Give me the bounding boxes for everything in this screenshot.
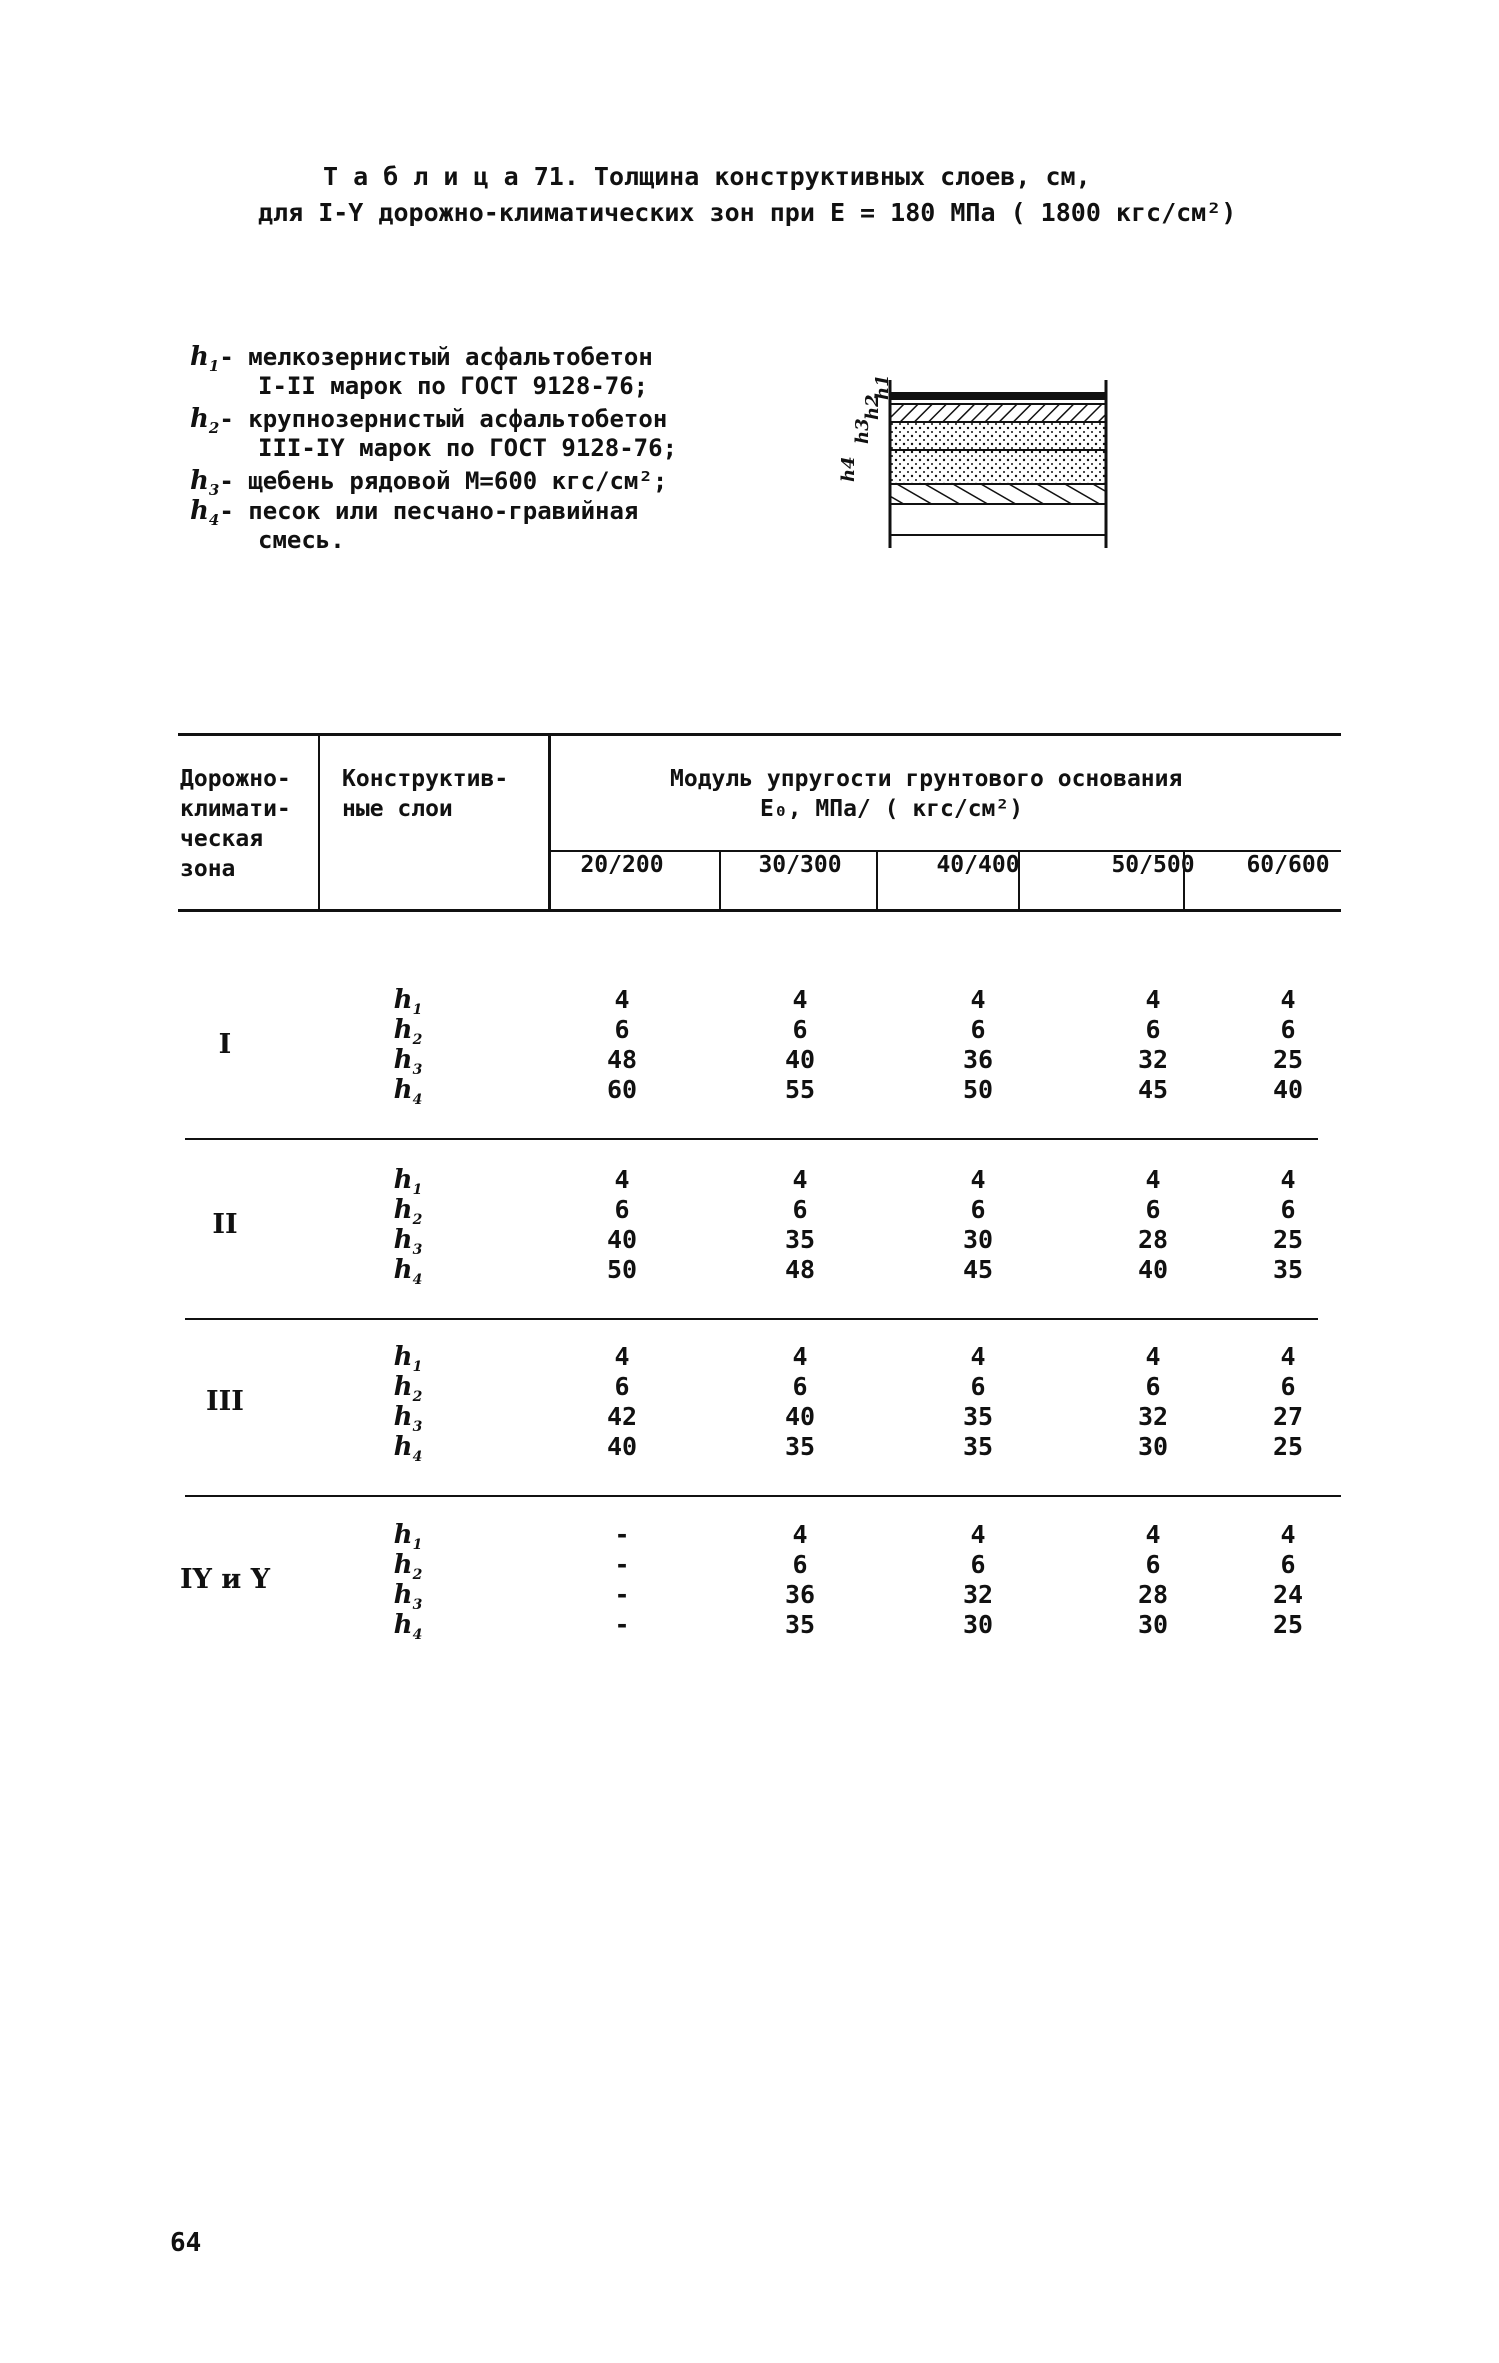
table-cell: 25 xyxy=(1272,1610,1304,1639)
table-cell: 6 xyxy=(1280,1372,1296,1401)
table-cell: 6 xyxy=(1145,1372,1161,1401)
table-cell: - xyxy=(614,1580,630,1609)
table-title-line2: для I-Y дорожно-климатических зон при E = 180 МПа ( 1800 кгс/см²) xyxy=(258,198,1237,227)
legend-row xyxy=(258,434,677,462)
table-cell: 6 xyxy=(970,1195,986,1224)
table-cell: 45 xyxy=(1137,1075,1169,1104)
table-cell: 4 xyxy=(1145,1342,1161,1371)
table-cell: 40 xyxy=(784,1045,816,1074)
table-cell: 6 xyxy=(970,1015,986,1044)
table-cell: 4 xyxy=(1280,1520,1296,1549)
legend-text: - щебень рядовой М=600 кгс/см²; xyxy=(219,467,668,495)
table-cell: 55 xyxy=(784,1075,816,1104)
layer-label: $h_2$ xyxy=(393,1015,423,1049)
table-cell: 6 xyxy=(1145,1550,1161,1579)
table-cell: 40 xyxy=(606,1225,638,1254)
table-cell: 6 xyxy=(792,1550,808,1579)
table-cell: 4 xyxy=(792,1342,808,1371)
table-cell: 48 xyxy=(784,1255,816,1284)
table-cell: 6 xyxy=(614,1015,630,1044)
legend-layer-symbol: $h_1$ xyxy=(190,342,220,376)
table-cell: 6 xyxy=(970,1372,986,1401)
table-cell: 35 xyxy=(962,1432,994,1461)
table-cell: 4 xyxy=(792,1520,808,1549)
legend-row xyxy=(258,526,345,554)
table-cell: 35 xyxy=(1272,1255,1304,1284)
table-cell: 35 xyxy=(784,1610,816,1639)
col-divider-1 xyxy=(719,850,721,911)
table-cell: 35 xyxy=(784,1225,816,1254)
legend-text: смесь. xyxy=(258,526,345,554)
legend-layer-symbol: $h_4$ xyxy=(190,496,220,530)
table-cell: 35 xyxy=(962,1402,994,1431)
layer-cross-section-diagram xyxy=(838,370,1118,555)
layer-label: $h_3$ xyxy=(393,1045,423,1079)
legend-row xyxy=(190,404,667,437)
header-modulus: Модуль упругости грунтового основания E₀, МПа/ ( кгс/см²) xyxy=(670,766,1183,822)
table-cell: 32 xyxy=(962,1580,994,1609)
table-cell: 4 xyxy=(792,1165,808,1194)
table-cell: 6 xyxy=(1280,1550,1296,1579)
table-cell: 4 xyxy=(970,1165,986,1194)
legend-layer-symbol: $h_2$ xyxy=(190,404,220,438)
column-header: 60/600 xyxy=(1246,852,1330,878)
col-divider-2 xyxy=(876,850,878,911)
table-cell: 30 xyxy=(962,1610,994,1639)
table-cell: - xyxy=(614,1520,630,1549)
table-cell: 4 xyxy=(1145,1520,1161,1549)
header-layers: Конструктив- ные слои xyxy=(342,766,509,822)
column-header: 30/300 xyxy=(758,852,842,878)
table-top-rule xyxy=(178,733,1341,736)
table-cell: 28 xyxy=(1137,1580,1169,1609)
layer-label: $h_3$ xyxy=(393,1402,423,1436)
layer-label: $h_1$ xyxy=(393,1520,423,1554)
table-cell: 25 xyxy=(1272,1432,1304,1461)
table-cell: 6 xyxy=(1145,1195,1161,1224)
table-cell: 4 xyxy=(614,1165,630,1194)
table-cell: 36 xyxy=(784,1580,816,1609)
header-bottom-rule xyxy=(178,909,1341,912)
table-cell: 50 xyxy=(962,1075,994,1104)
table-cell: 40 xyxy=(1137,1255,1169,1284)
zone-label: II xyxy=(212,1209,238,1240)
table-cell: 32 xyxy=(1137,1045,1169,1074)
table-cell: 6 xyxy=(1145,1015,1161,1044)
legend-text: I-II марок по ГОСТ 9128-76; xyxy=(258,372,649,400)
table-cell: 50 xyxy=(606,1255,638,1284)
table-cell: 28 xyxy=(1137,1225,1169,1254)
table-cell: 25 xyxy=(1272,1045,1304,1074)
table-cell: 36 xyxy=(962,1045,994,1074)
table-cell: 25 xyxy=(1272,1225,1304,1254)
group-separator xyxy=(185,1495,1341,1497)
legend-row xyxy=(190,466,667,499)
table-cell: 40 xyxy=(784,1402,816,1431)
table-cell: 6 xyxy=(1280,1015,1296,1044)
table-cell: 32 xyxy=(1137,1402,1169,1431)
table-cell: 6 xyxy=(792,1015,808,1044)
layer-label: $h_4$ xyxy=(393,1432,423,1466)
table-cell: 4 xyxy=(970,985,986,1014)
layer-label: $h_1$ xyxy=(393,985,423,1019)
layer-label: $h_4$ xyxy=(393,1255,423,1289)
table-cell: 40 xyxy=(606,1432,638,1461)
legend-text: - мелкозернистый асфальтобетон xyxy=(219,343,653,371)
table-cell: 4 xyxy=(1145,985,1161,1014)
table-cell: 4 xyxy=(970,1342,986,1371)
layer-label: $h_4$ xyxy=(393,1075,423,1109)
table-cell: 4 xyxy=(614,985,630,1014)
legend-text: III-IY марок по ГОСТ 9128-76; xyxy=(258,434,678,462)
table-cell: 6 xyxy=(792,1372,808,1401)
zone-label: IY и Y xyxy=(179,1564,270,1595)
layer-label: $h_2$ xyxy=(393,1195,423,1229)
table-cell: 6 xyxy=(1280,1195,1296,1224)
table-cell: 30 xyxy=(1137,1432,1169,1461)
table-cell: 4 xyxy=(792,985,808,1014)
diagram-label-h4: h4 xyxy=(838,456,859,482)
layer-label: $h_2$ xyxy=(393,1372,423,1406)
diagram-label-h1: h1 xyxy=(872,374,893,400)
table-cell: 4 xyxy=(1280,985,1296,1014)
group-separator xyxy=(185,1138,1318,1140)
table-cell: - xyxy=(614,1550,630,1579)
table-cell: 35 xyxy=(784,1432,816,1461)
table-cell: 6 xyxy=(614,1195,630,1224)
layer-label: $h_2$ xyxy=(393,1550,423,1584)
table-cell: 6 xyxy=(970,1550,986,1579)
header-zone: Дорожно- климати- ческая зона xyxy=(180,766,291,882)
table-title-line1: Т а б л и ц а 71. Толщина конструктивных слоев, см, xyxy=(323,162,1091,191)
diagram-label-h2: h2 xyxy=(862,394,883,420)
column-header: 50/500 xyxy=(1111,852,1195,878)
table-cell: 30 xyxy=(962,1225,994,1254)
column-header: 20/200 xyxy=(580,852,664,878)
table-cell: 48 xyxy=(606,1045,638,1074)
table-cell: 40 xyxy=(1272,1075,1304,1104)
legend-row xyxy=(258,372,648,400)
table-cell: 4 xyxy=(970,1520,986,1549)
layer-label: $h_3$ xyxy=(393,1225,423,1259)
table-cell: 6 xyxy=(614,1372,630,1401)
layer-label: $h_4$ xyxy=(393,1610,423,1644)
table-cell: 4 xyxy=(1280,1165,1296,1194)
table-cell: 24 xyxy=(1272,1580,1304,1609)
table-cell: 45 xyxy=(962,1255,994,1284)
legend-row xyxy=(190,342,653,375)
page-number: 64 xyxy=(170,2228,202,2258)
table-cell: 42 xyxy=(606,1402,638,1431)
table-cell: 27 xyxy=(1272,1402,1304,1431)
table-cell: 4 xyxy=(1280,1342,1296,1371)
diagram-label-h3: h3 xyxy=(852,418,873,444)
group-separator xyxy=(185,1318,1318,1320)
legend-text: - песок или песчано-гравийная xyxy=(219,497,639,525)
zone-label: I xyxy=(218,1029,232,1060)
layers-column-divider xyxy=(548,733,551,911)
layer-label: $h_1$ xyxy=(393,1342,423,1376)
zone-label: III xyxy=(206,1386,244,1417)
table-cell: 30 xyxy=(1137,1610,1169,1639)
layer-label: $h_1$ xyxy=(393,1165,423,1199)
zone-column-divider xyxy=(318,733,320,911)
legend-text: - крупнозернистый асфальтобетон xyxy=(219,405,668,433)
table-cell: 6 xyxy=(792,1195,808,1224)
table-cell: 60 xyxy=(606,1075,638,1104)
legend-row xyxy=(190,496,638,529)
table-cell: - xyxy=(614,1610,630,1639)
column-header: 40/400 xyxy=(936,852,1020,878)
layer-label: $h_3$ xyxy=(393,1580,423,1614)
table-cell: 4 xyxy=(1145,1165,1161,1194)
legend-layer-symbol: $h_3$ xyxy=(190,466,220,500)
table-cell: 4 xyxy=(614,1342,630,1371)
